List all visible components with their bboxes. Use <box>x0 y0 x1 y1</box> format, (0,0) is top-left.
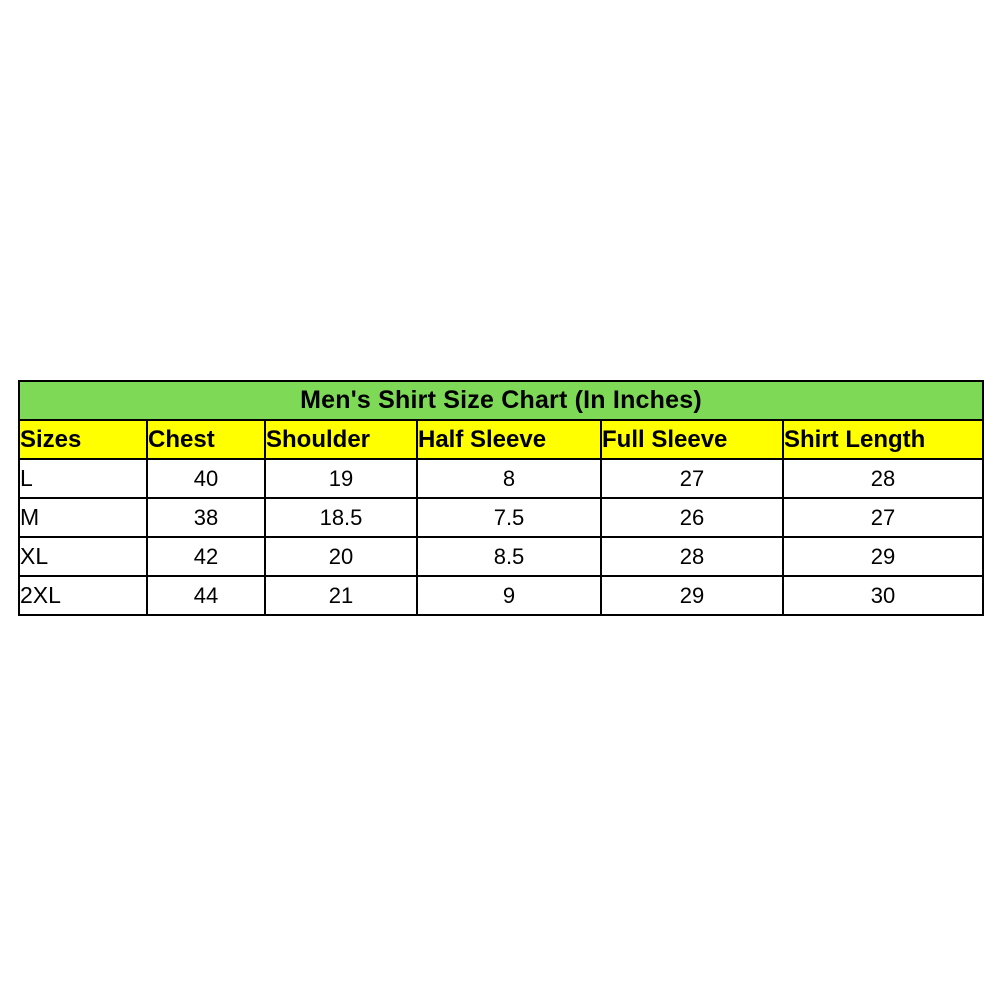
cell-half-sleeve: 9 <box>417 576 601 615</box>
cell-size: XL <box>19 537 147 576</box>
table-header-row <box>19 420 983 459</box>
table-row <box>19 576 983 615</box>
cell-shirt-length: 29 <box>783 537 983 576</box>
column-header-half-sleeve: Half Sleeve <box>417 420 601 459</box>
cell-full-sleeve: 27 <box>601 459 783 498</box>
cell-shirt-length: 28 <box>783 459 983 498</box>
cell-shoulder: 20 <box>265 537 417 576</box>
cell-shoulder: 19 <box>265 459 417 498</box>
cell-chest: 42 <box>147 537 265 576</box>
column-header-chest: Chest <box>147 420 265 459</box>
cell-half-sleeve: 8.5 <box>417 537 601 576</box>
cell-size: 2XL <box>19 576 147 615</box>
table-row <box>19 498 983 537</box>
cell-shoulder: 21 <box>265 576 417 615</box>
size-chart-table <box>18 380 984 616</box>
column-header-shirt-length: Shirt Length <box>783 420 983 459</box>
cell-full-sleeve: 29 <box>601 576 783 615</box>
cell-shirt-length: 30 <box>783 576 983 615</box>
chart-title: Men's Shirt Size Chart (In Inches) <box>19 381 983 420</box>
cell-chest: 44 <box>147 576 265 615</box>
cell-full-sleeve: 28 <box>601 537 783 576</box>
column-header-full-sleeve: Full Sleeve <box>601 420 783 459</box>
size-chart-container <box>18 380 982 616</box>
table-row <box>19 537 983 576</box>
cell-size: M <box>19 498 147 537</box>
column-header-sizes: Sizes <box>19 420 147 459</box>
cell-chest: 38 <box>147 498 265 537</box>
cell-full-sleeve: 26 <box>601 498 783 537</box>
cell-shirt-length: 27 <box>783 498 983 537</box>
table-title-row <box>19 381 983 420</box>
cell-half-sleeve: 7.5 <box>417 498 601 537</box>
cell-size: L <box>19 459 147 498</box>
table-row <box>19 459 983 498</box>
cell-half-sleeve: 8 <box>417 459 601 498</box>
cell-shoulder: 18.5 <box>265 498 417 537</box>
column-header-shoulder: Shoulder <box>265 420 417 459</box>
cell-chest: 40 <box>147 459 265 498</box>
